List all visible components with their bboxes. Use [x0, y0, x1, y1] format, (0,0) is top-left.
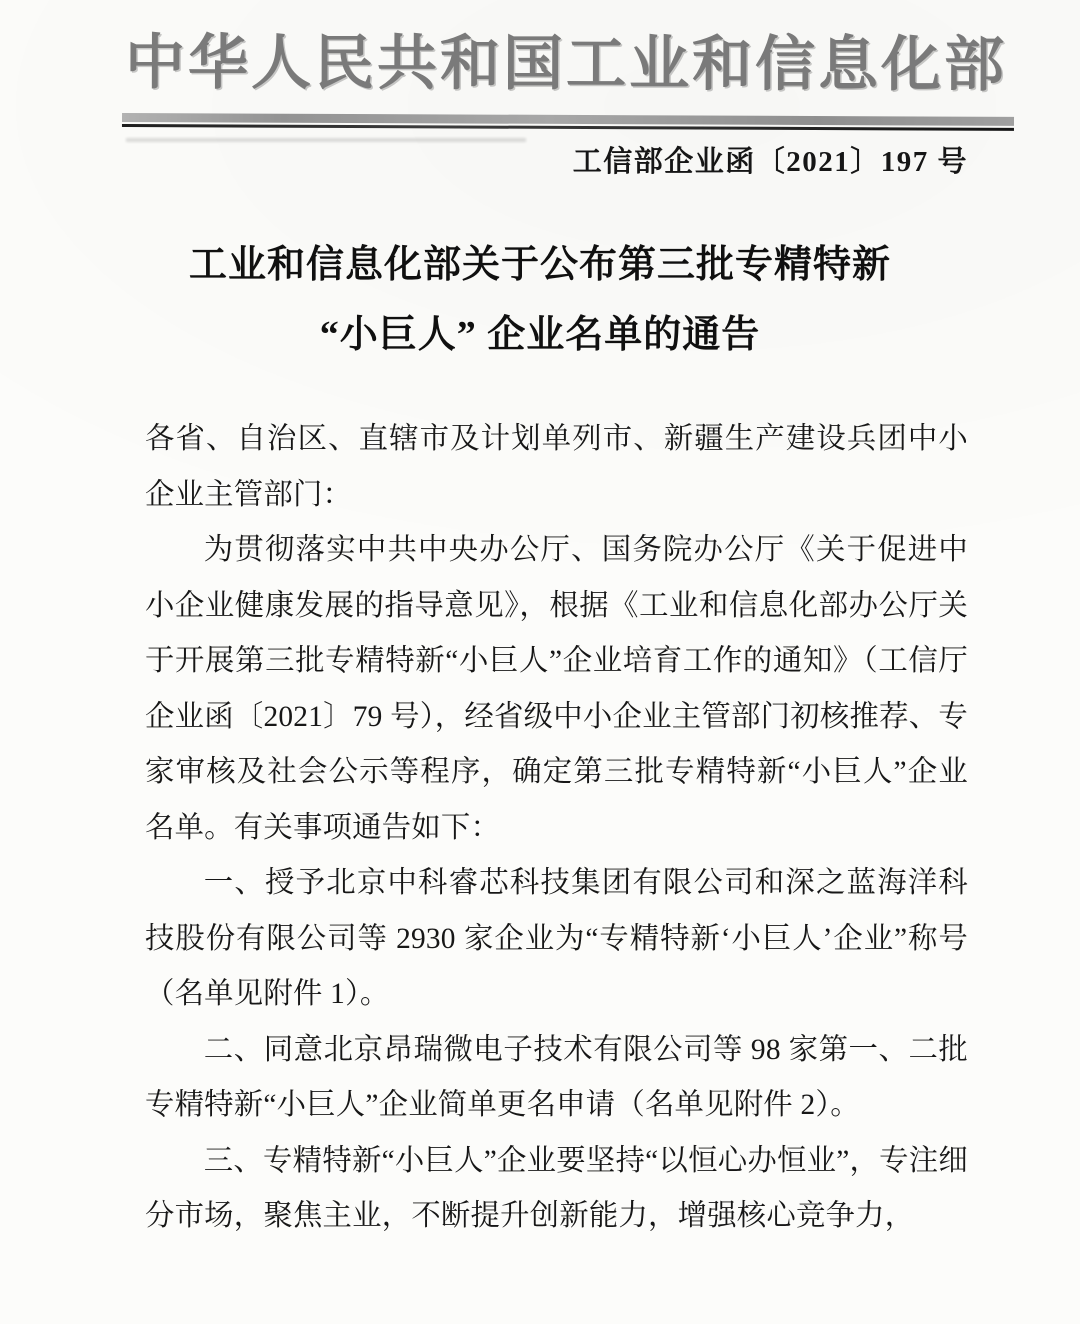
paragraph-item-3: 三、专精特新“小巨人”企业要坚持“以恒心办恒业”，专注细分市场，聚焦主业，不断提升创新能力，增强核心竞争力， — [145, 1144, 968, 1232]
notice-title — [0, 230, 1080, 370]
paragraph-salutation: 各省、自治区、直辖市及计划单列市、新疆生产建设兵团中小企业主管部门： — [145, 423, 968, 511]
masthead — [0, 0, 1080, 127]
notice-title-line-1: 工业和信息化部关于公布第三批专精特新 — [188, 244, 891, 286]
paragraph-intro: 为贯彻落实中共中央办公厅、国务院办公厅《关于促进中小企业健康发展的指导意见》，根据《工业和信息化部办公厅关于开展第三批专精特新“小巨人”企业培育工作的通知》（工信厅企业函〔2021〕79 号），经省级中小企业主管部门初核推荐、专家审核及社会公示等程序，确定第三批专精特新“小巨人”企业名单。有关事项通告如下： — [145, 534, 968, 844]
doc-number: 工信部企业函〔2021〕197 号 — [572, 146, 968, 178]
header-divider — [122, 113, 1014, 131]
paragraph-item-1: 一、授予北京中科睿芯科技集团有限公司和深之蓝海洋科技股份有限公司等 2930 家企业为“专精特新‘小巨人’企业”称号（名单见附件 1）。 — [145, 867, 968, 1010]
org-name-heading: 中华人民共和国工业和信息化部 — [124, 29, 1008, 99]
scan-artifact — [126, 138, 526, 142]
notice-title-line-2: “小巨人” 企业名单的通告 — [319, 314, 761, 356]
paragraph-item-2: 二、同意北京昂瑞微电子技术有限公司等 98 家第一、二批专精特新“小巨人”企业简单更名申请（名单见附件 2）。 — [145, 1033, 968, 1121]
notice-body — [145, 412, 968, 1245]
